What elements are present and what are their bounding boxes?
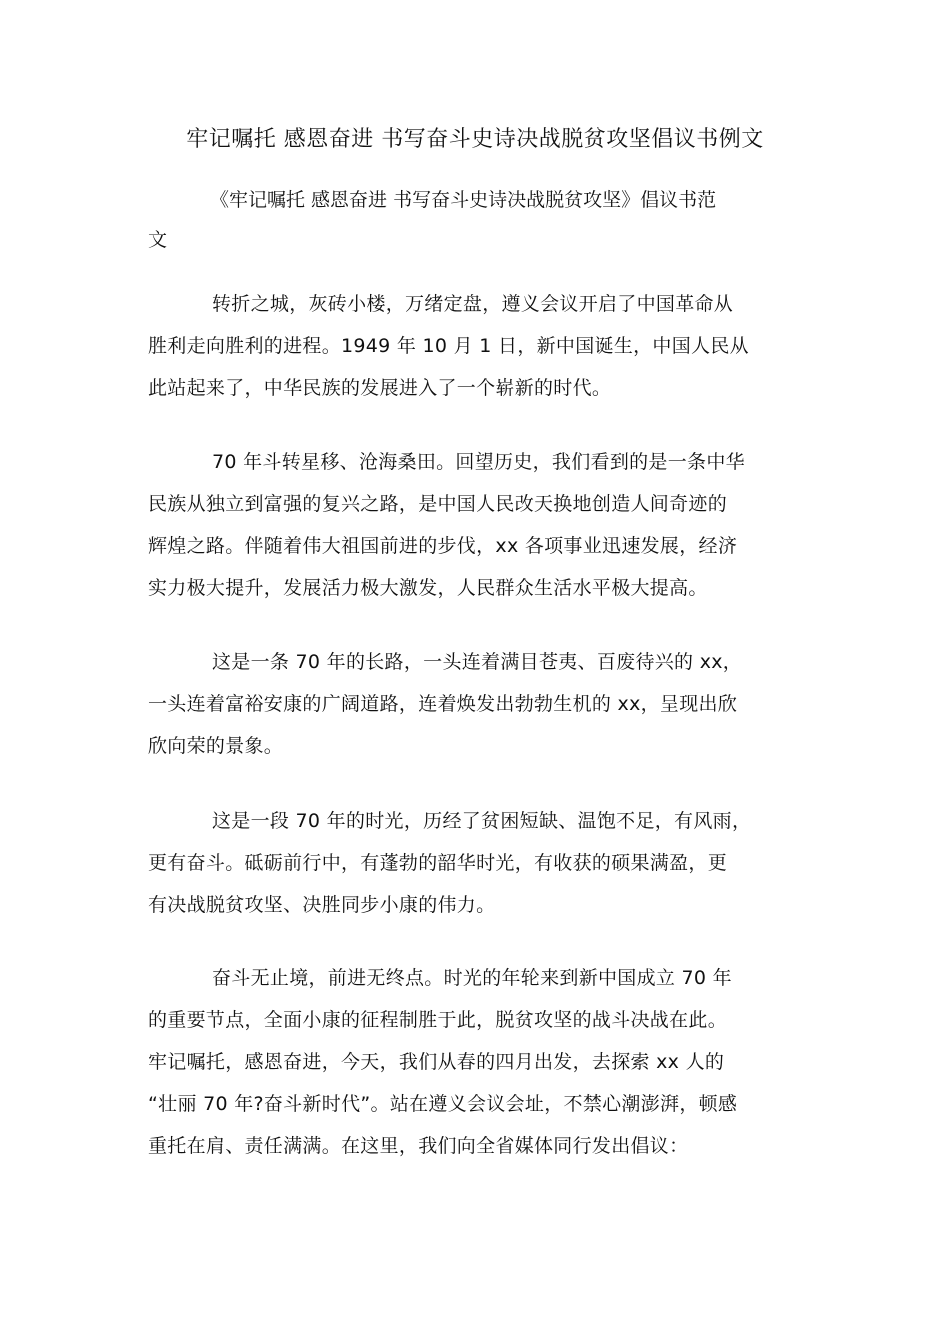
document-title: 牢记嘱托 感恩奋进 书写奋斗史诗决战脱贫攻坚倡议书例文 [186, 127, 764, 152]
paragraph-line: 重托在肩、责任满满。在这里，我们向全省媒体同行发出倡议： [148, 1135, 689, 1157]
paragraph-line: 欣向荣的景象。 [148, 735, 284, 757]
paragraph-line: 辉煌之路。伴随着伟大祖国前进的步伐，xx 各项事业迅速发展，经济 [148, 535, 738, 557]
paragraph-line: 有决战脱贫攻坚、决胜同步小康的伟力。 [148, 894, 496, 916]
paragraph-line: 奋斗无止境，前进无终点。时光的年轮来到新中国成立 70 年 [212, 967, 732, 989]
paragraph-5 [148, 957, 828, 1167]
paragraph-4 [148, 800, 828, 926]
paragraph-line: 这是一条 70 年的长路，一头连着满目苍夷、百废待兴的 xx， [212, 651, 743, 673]
paragraph-line: 此站起来了，中华民族的发展进入了一个崭新的时代。 [148, 377, 612, 399]
paragraph-line: 更有奋斗。砥砺前行中，有蓬勃的韶华时光，有收获的硕果满盈，更 [148, 852, 728, 874]
paragraph-line: 一头连着富裕安康的广阔道路，连着焕发出勃勃生机的 xx，呈现出欣 [148, 693, 738, 715]
paragraph-line: 胜利走向胜利的进程。1949 年 10 月 1 日，新中国诞生，中国人民从 [148, 335, 749, 357]
paragraph-line: 70 年斗转星移、沧海桑田。回望历史，我们看到的是一条中华 [212, 451, 745, 473]
paragraph-line: 牢记嘱托，感恩奋进，今天，我们从春的四月出发，去探索 xx 人的 [148, 1051, 725, 1073]
subtitle-line: 文 [148, 229, 168, 251]
subtitle-line: 《牢记嘱托 感恩奋进 书写奋斗史诗决战脱贫攻坚》倡议书范 [210, 189, 717, 211]
document-subtitle [148, 180, 808, 260]
paragraph-line: “壮丽 70 年?奋斗新时代”。站在遵义会议会址，不禁心潮澎湃，顿感 [148, 1093, 738, 1115]
paragraph-1 [148, 283, 828, 409]
paragraph-line: 这是一段 70 年的时光，历经了贫困短缺、温饱不足，有风雨， [212, 810, 752, 832]
paragraph-line: 实力极大提升，发展活力极大激发，人民群众生活水平极大提高。 [148, 577, 708, 599]
paragraph-2 [148, 441, 828, 609]
paragraph-line: 民族从独立到富强的复兴之路，是中国人民改天换地创造人间奇迹的 [148, 493, 728, 515]
paragraph-line: 的重要节点，全面小康的征程制胜于此，脱贫攻坚的战斗决战在此。 [148, 1009, 728, 1031]
paragraph-line: 转折之城，灰砖小楼，万绪定盘，遵义会议开启了中国革命从 [212, 293, 734, 315]
paragraph-3 [148, 641, 828, 767]
